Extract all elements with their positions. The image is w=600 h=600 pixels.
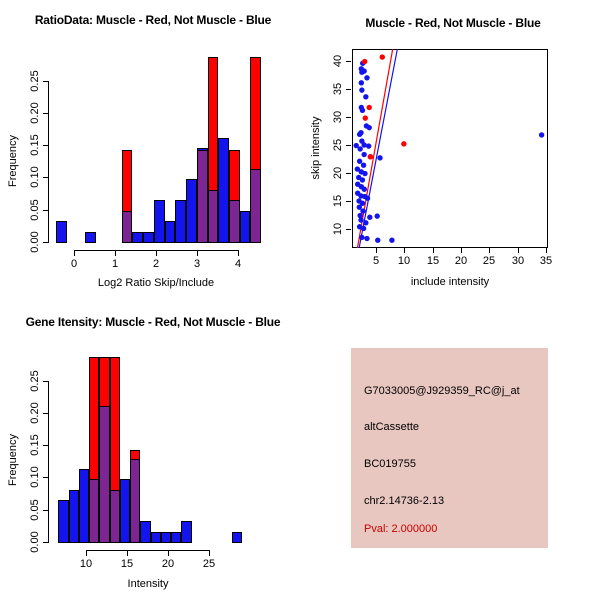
gene-histogram-x-axis-label: Intensity: [127, 578, 169, 590]
x-tick-label: 10: [397, 255, 411, 267]
scatter-point-blue: [361, 142, 366, 147]
scatter-point-blue: [366, 143, 371, 148]
histogram-bar: [140, 521, 150, 543]
histogram-bar: [186, 179, 197, 243]
y-axis-tick: [43, 113, 48, 114]
y-tick-label: 0.25: [29, 370, 41, 392]
scatter-point-blue: [539, 132, 544, 137]
x-axis-tick: [518, 248, 519, 253]
y-axis-tick: [43, 81, 48, 82]
y-axis-tick: [43, 542, 48, 543]
histogram-bar: [56, 221, 67, 243]
y-tick-label: 0.20: [29, 102, 41, 124]
y-axis-tick: [43, 413, 48, 414]
y-axis-tick: [346, 201, 351, 202]
x-tick-label: 25: [482, 255, 496, 267]
y-tick-label: 15: [332, 194, 344, 208]
x-tick-label: 1: [111, 258, 119, 270]
y-tick-label: 20: [332, 166, 344, 180]
histogram-bar-overlap: [99, 406, 109, 543]
scatter-point-blue: [364, 75, 369, 80]
y-axis-tick: [346, 145, 351, 146]
y-axis-tick: [43, 177, 48, 178]
histogram-bar: [120, 479, 130, 543]
x-axis-tick: [86, 551, 87, 556]
scatter-point-blue: [357, 146, 362, 151]
scatter-point-blue: [359, 235, 364, 240]
x-axis-tick: [74, 251, 75, 256]
accession-text: BC019755: [364, 458, 416, 470]
scatter-point-blue: [359, 87, 364, 92]
histogram-bar: [165, 221, 176, 243]
gene-info-panel: [351, 348, 548, 548]
histogram-bar: [85, 232, 96, 243]
scatter-title: Muscle - Red, Not Muscle - Blue: [365, 16, 541, 30]
scatter-point-blue: [360, 177, 365, 182]
histogram-bar: [154, 200, 165, 243]
scatter-point-blue: [357, 132, 362, 137]
y-axis-tick: [346, 229, 351, 230]
histogram-bar-overlap: [250, 169, 261, 243]
y-tick-label: 0.10: [29, 166, 41, 188]
x-tick-label: 3: [193, 258, 201, 270]
x-tick-label: 2: [152, 258, 160, 270]
histogram-bar: [181, 521, 191, 543]
panel-gene-intensity-histogram: [0, 300, 300, 600]
scatter-point-blue: [359, 80, 364, 85]
scatter-point-red: [401, 141, 406, 146]
histogram-bar: [58, 500, 68, 543]
x-axis-tick: [546, 248, 547, 253]
histogram-bar: [240, 211, 251, 243]
histogram-bar-overlap: [208, 190, 219, 243]
y-axis-tick: [346, 89, 351, 90]
scatter-x-axis-label: include intensity: [410, 276, 490, 288]
x-axis-tick: [461, 248, 462, 253]
y-tick-label: 0.05: [29, 199, 41, 221]
x-axis-tick: [168, 551, 169, 556]
x-axis-tick: [127, 551, 128, 556]
y-tick-label: 0.00: [29, 531, 41, 553]
ratio-histogram-y-axis-label: Frequency: [7, 135, 19, 187]
x-tick-label: 15: [426, 255, 440, 267]
y-tick-label: 0.15: [29, 434, 41, 456]
panel-ratio-histogram: [0, 0, 300, 300]
ratio-histogram-title: RatioData: Muscle - Red, Not Muscle - Blue: [34, 13, 272, 27]
scatter-svg: [352, 49, 548, 248]
x-tick-label: 20: [454, 255, 468, 267]
ratio-histogram-x-axis-label: Log2 Ratio Skip/Include: [97, 277, 215, 289]
scatter-point-blue: [363, 94, 368, 99]
y-tick-label: 40: [332, 54, 344, 68]
locus-text: chr2.14736-2.13: [364, 495, 445, 507]
scatter-point-red: [380, 54, 385, 59]
histogram-bar-overlap: [197, 150, 208, 243]
scatter-point-red: [367, 105, 372, 110]
histogram-bar: [171, 532, 181, 543]
scatter-point-blue: [389, 238, 394, 243]
y-tick-label: 0.15: [29, 134, 41, 156]
x-axis-tick: [197, 251, 198, 256]
scatter-point-red: [363, 115, 368, 120]
histogram-bar-overlap: [89, 479, 99, 543]
x-axis-tick: [489, 248, 490, 253]
y-axis-line: [48, 381, 49, 544]
x-axis-tick: [238, 251, 239, 256]
y-axis-tick: [346, 173, 351, 174]
x-tick-label: 5: [372, 255, 380, 267]
x-axis-tick: [433, 248, 434, 253]
scatter-point-blue: [367, 215, 372, 220]
scatter-point-blue: [365, 196, 370, 201]
y-tick-label: 0.20: [29, 402, 41, 424]
scatter-y-axis-label: skip intensity: [310, 116, 322, 180]
x-tick-label: 30: [511, 255, 525, 267]
y-tick-label: 25: [332, 138, 344, 152]
histogram-bar-overlap: [110, 490, 120, 543]
x-tick-label: 4: [234, 258, 242, 270]
x-tick-label: 25: [202, 558, 216, 570]
scatter-point-blue: [377, 155, 382, 160]
histogram-bar: [161, 532, 171, 543]
y-tick-label: 0.00: [29, 231, 41, 253]
scatter-point-blue: [367, 125, 372, 130]
scatter-point-red: [368, 154, 373, 159]
scatter-point-blue: [357, 213, 362, 218]
gene-histogram-title: Gene Itensity: Muscle - Red, Not Muscle - Blue: [25, 315, 281, 329]
y-tick-label: 0.10: [29, 466, 41, 488]
x-axis-tick: [156, 251, 157, 256]
histogram-bar: [69, 490, 79, 543]
y-tick-label: 0.05: [29, 499, 41, 521]
x-tick-label: 20: [161, 558, 175, 570]
histogram-bar-overlap: [229, 200, 240, 243]
histogram-bar: [79, 469, 89, 543]
scatter-point-blue: [357, 159, 362, 164]
x-axis-tick: [209, 551, 210, 556]
y-tick-label: 30: [332, 110, 344, 124]
scatter-point-blue: [359, 70, 364, 75]
y-axis-tick: [346, 117, 351, 118]
x-tick-label: 15: [120, 558, 134, 570]
y-axis-tick: [43, 510, 48, 511]
scatter-point-blue: [362, 171, 367, 176]
histogram-bar: [175, 200, 186, 243]
probe-id-text: G7033005@J929359_RC@j_at: [364, 385, 520, 397]
x-tick-label: 35: [539, 255, 553, 267]
y-tick-label: 10: [332, 222, 344, 236]
scatter-point-blue: [361, 152, 366, 157]
scatter-point-blue: [364, 236, 369, 241]
splice-event-type-text: altCassette: [364, 421, 420, 433]
y-axis-tick: [346, 61, 351, 62]
histogram-bar: [132, 232, 143, 243]
x-tick-label: 0: [70, 258, 78, 270]
scatter-point-blue: [361, 226, 366, 231]
scatter-point-blue: [360, 208, 365, 213]
scatter-point-blue: [363, 220, 368, 225]
y-tick-label: 35: [332, 82, 344, 96]
y-axis-tick: [43, 145, 48, 146]
y-axis-tick: [43, 477, 48, 478]
scatter-point-blue: [360, 108, 365, 113]
histogram-bar-overlap: [130, 459, 140, 543]
y-axis-tick: [43, 445, 48, 446]
histogram-bar: [143, 232, 154, 243]
y-axis-tick: [43, 381, 48, 382]
pval-text: Pval: 2.000000: [364, 523, 438, 535]
y-tick-label: 0.25: [29, 70, 41, 92]
y-axis-tick: [43, 210, 48, 211]
scatter-point-blue: [358, 217, 363, 222]
scatter-point-blue: [375, 238, 380, 243]
histogram-bar-overlap: [122, 211, 133, 243]
histogram-bar: [218, 138, 229, 243]
y-axis-tick: [43, 242, 48, 243]
histogram-bar: [232, 532, 242, 543]
gene-histogram-y-axis-label: Frequency: [7, 434, 19, 486]
scatter-point-blue: [361, 162, 366, 167]
panel-intensity-scatter: [300, 0, 600, 300]
scatter-point-blue: [357, 204, 362, 209]
y-axis-line: [48, 81, 49, 244]
scatter-point-red: [362, 59, 367, 64]
x-axis-tick: [115, 251, 116, 256]
x-axis-line: [86, 550, 210, 551]
x-axis-tick: [376, 248, 377, 253]
x-tick-label: 10: [79, 558, 93, 570]
histogram-bar: [151, 532, 161, 543]
scatter-point-blue: [362, 187, 367, 192]
x-axis-tick: [404, 248, 405, 253]
scatter-point-blue: [374, 213, 379, 218]
